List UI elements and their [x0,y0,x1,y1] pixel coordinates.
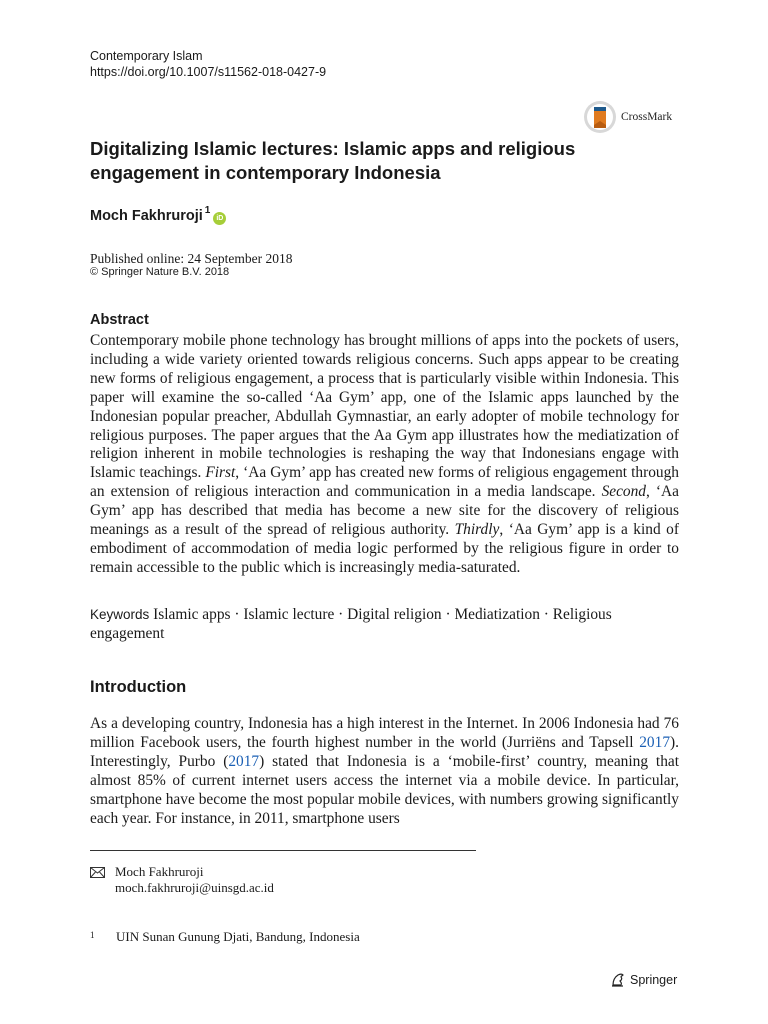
publisher-logo [610,972,677,988]
introduction-text [90,715,679,828]
author-affiliation-mark: 1 [204,205,211,216]
author-name[interactable]: Moch Fakhruroji [90,208,203,224]
affiliation-footnote [90,929,360,945]
correspondence-author [90,864,274,896]
journal-header [90,48,326,80]
published-date: Published online: 24 September 2018 [90,251,293,266]
crossmark-icon [583,100,617,134]
keywords-label: Keywords [90,607,150,622]
introduction-heading: Introduction [90,678,187,696]
correspondence-name: Moch Fakhruroji [115,864,204,879]
footnote-divider [90,850,476,851]
affiliation-marker: 1 [90,930,95,940]
keywords [90,606,679,644]
introduction-text-part: ) stated that Indonesia is a ‘mobile-first’ country, meaning that almost 85% of current internet users access the internet via a mobile device. In particular, smartphone have become the most popular mobile devices, with numbers growing significantly each year. For instance, in 2011, smartphone users [90,752,679,827]
introduction-text-part: ). Interestingly, Purbo ( [90,733,679,770]
introduction-text-part: As a developing country, Indonesia has a high interest in the Internet. In 2006 Indonesia had 76 million Facebook users, the fourth highest number in the world (Jurriëns and Tapsell [90,715,679,751]
correspondence-email-link[interactable]: moch.fakhruroji@uinsgd.ac.id [115,880,274,895]
affiliation-text: UIN Sunan Gunung Djati, Bandung, Indonesia [116,929,360,944]
publisher-name: Springer [630,973,678,987]
springer-horse-icon [610,972,626,988]
copyright-notice: © Springer Nature B.V. 2018 [90,266,230,278]
author-line [90,205,226,225]
orcid-icon[interactable]: iD [213,212,226,225]
keywords-list: Islamic apps · Islamic lecture · Digital religion · Mediatization · Religious engagement [90,606,612,642]
abstract-text [90,332,679,578]
article-title: Digitalizing Islamic lectures: Islamic apps and religious engagement in contemporary Indonesia [90,138,576,183]
abstract-text-part: , ‘Aa Gym’ app is a kind of embodiment of accommodation of media logic performed by the religious figure in order to remain accessible to the public which is increasingly media-saturated. [90,521,679,576]
crossmark-badge[interactable] [583,100,672,134]
citation-link[interactable]: 2017 [228,752,260,770]
journal-name: Contemporary Islam [90,49,203,63]
citation-link[interactable]: 2017 [639,733,671,751]
abstract-text-part: Contemporary mobile phone technology has brought millions of apps into the pockets of users, including a wide variety oriented towards religious concerns. Such apps appear to be creating new forms of religious engagement, a process that is particularly visible within Indonesia. This paper will examine the so-called ‘Aa Gym’ app, one of the Islamic apps launched by the Indonesian popular preacher, Abdullah Gymnastiar, an early adopter of mobile technology for religious purposes. The paper argues that the Aa Gym app illustrates how the mediatization of religion inherent in mobile technologies is reshaping the way that Indonesians engage with Islamic teachings. [90,332,679,482]
abstract-text-emphasis: Second [601,483,647,501]
abstract-heading: Abstract [90,312,149,328]
abstract-text-emphasis: Thirdly [454,521,500,539]
crossmark-label: CrossMark [621,111,673,123]
abstract-text-emphasis: First [205,464,236,482]
journal-doi-link[interactable]: https://doi.org/10.1007/s11562-018-0427-9 [90,65,327,79]
envelope-icon [90,867,105,878]
abstract-text-part: , ‘Aa Gym’ app has described that media has become a new site for the discovery of religious meanings as a result of the spread of religious authority. [90,483,679,539]
abstract-text-part: , ‘Aa Gym’ app has created new forms of religious engagement through an extension of religious interaction and communication in a media landscape. [90,464,679,501]
